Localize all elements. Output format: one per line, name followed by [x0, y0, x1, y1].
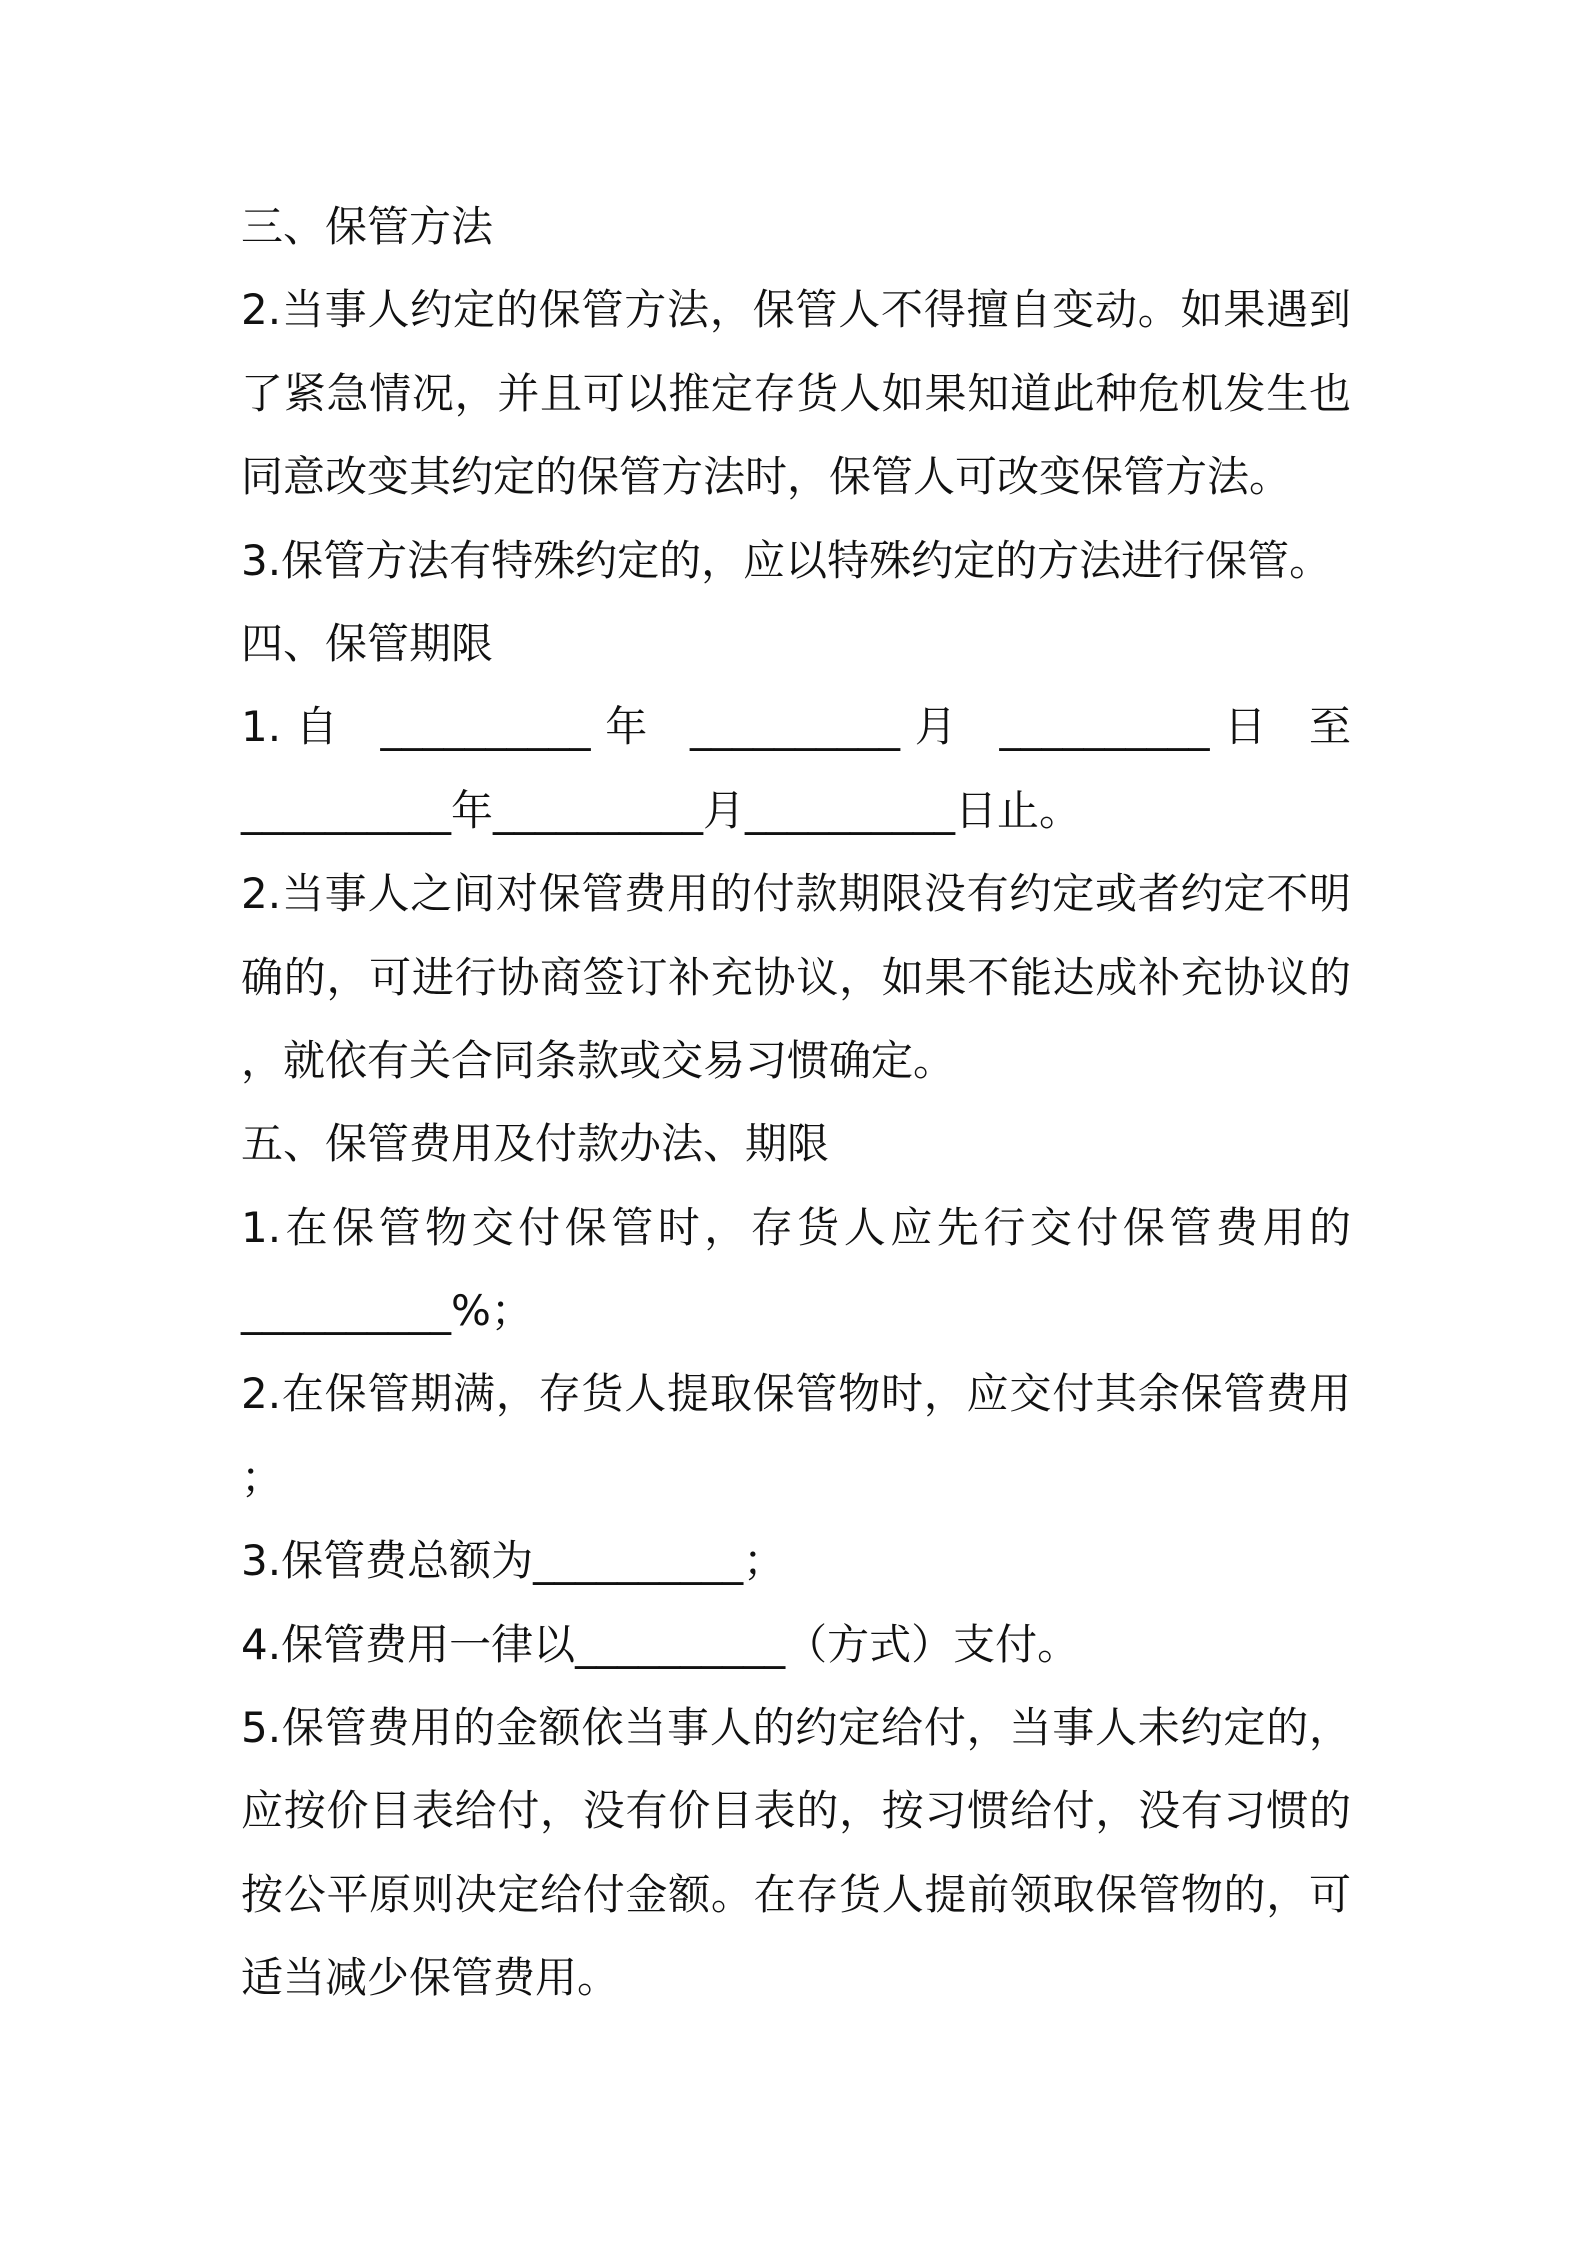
clause-line: ，就依有关合同条款或交易习惯确定。	[241, 1035, 956, 1085]
percent-fill-line: __________%；	[241, 1286, 533, 1336]
clause-line: 适当减少保管费用。	[241, 1953, 620, 2003]
document-body	[241, 185, 1351, 2020]
clause-line: 应按价目表给付，没有价目表的，按习惯给付，没有习惯的	[241, 1786, 1351, 1836]
clause-line: 2.当事人之间对保管费用的付款期限没有约定或者约定不明	[241, 869, 1351, 919]
clause-line: 1.在保管物交付保管时，存货人应先行交付保管费用的	[241, 1202, 1351, 1252]
date-fill-line: __________年__________月__________日止。	[241, 785, 1082, 835]
clause-line: 确的，可进行协商签订补充协议，如果不能达成补充协议的	[241, 952, 1351, 1002]
clause-line: 5.保管费用的金额依当事人的约定给付，当事人未约定的，	[241, 1703, 1351, 1753]
section-storage-period	[241, 602, 1351, 1102]
clause-line: 了紧急情况，并且可以推定存货人如果知道此种危机发生也	[241, 368, 1351, 418]
clause-line: ；	[241, 1452, 284, 1502]
section-heading: 五、保管费用及付款办法、期限	[241, 1119, 830, 1169]
clause-line: 2.在保管期满，存货人提取保管物时，应交付其余保管费用	[241, 1369, 1351, 1419]
section-storage-fees	[241, 1102, 1351, 2019]
clause-line: 3.保管方法有特殊约定的，应以特殊约定的方法进行保管。	[241, 535, 1332, 585]
clause-line: 按公平原则决定给付金额。在存货人提前领取保管物的，可	[241, 1869, 1351, 1919]
clause-line: 同意改变其约定的保管方法时，保管人可改变保管方法。	[241, 452, 1292, 502]
clause-line: 2.当事人约定的保管方法，保管人不得擅自变动。如果遇到	[241, 285, 1351, 335]
section-storage-method	[241, 185, 1351, 602]
date-fill-line: 1.自 __________年 __________月 __________日 至	[241, 702, 1351, 752]
section-heading: 四、保管期限	[241, 618, 494, 668]
section-heading: 三、保管方法	[241, 202, 494, 251]
total-fee-fill-line: 3.保管费总额为__________；	[241, 1536, 786, 1586]
payment-method-fill-line: 4.保管费用一律以__________（方式）支付。	[241, 1619, 1080, 1669]
